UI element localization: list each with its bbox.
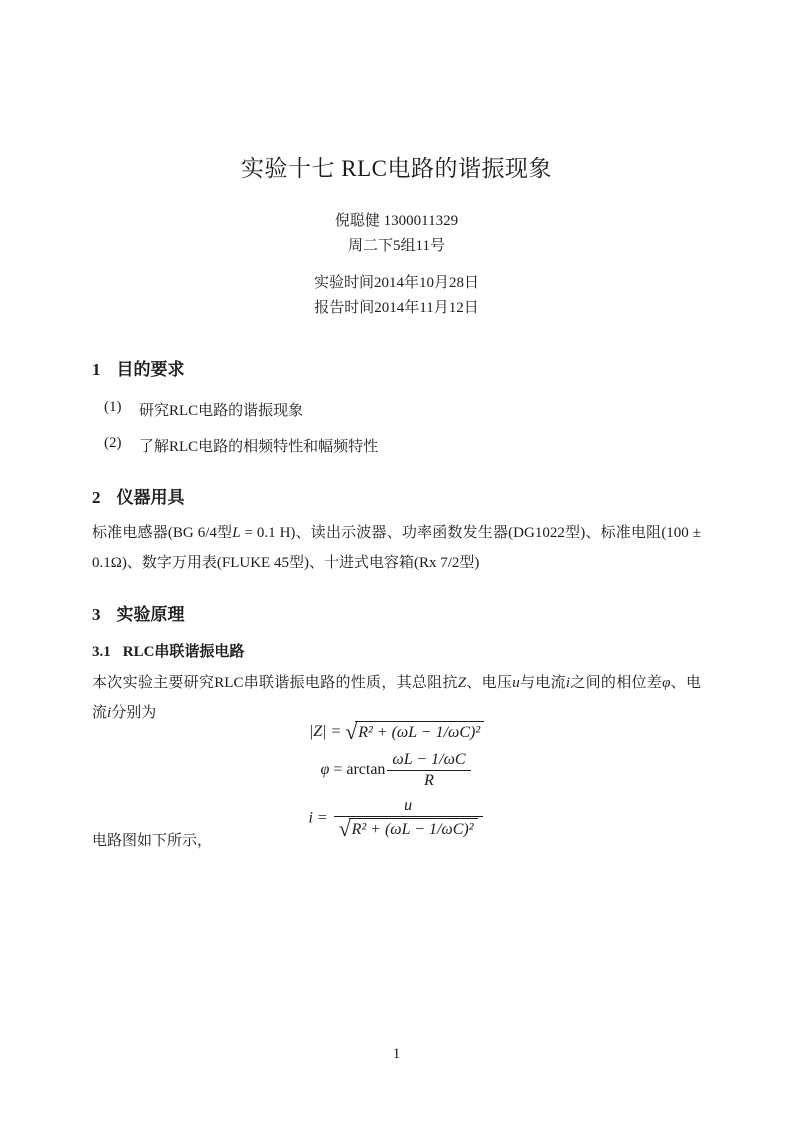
experiment-date-line: 实验时间2014年10月28日 (313, 275, 479, 291)
section-2-title: 仪器用具 (116, 488, 185, 507)
section-1-heading (92, 355, 701, 380)
section-1-number: 1 (92, 360, 101, 379)
subsection-3-1-number: 3.1 (92, 644, 111, 660)
objective-1-text: 研究RLC电路的谐振现象 (139, 403, 304, 419)
section-1-title: 目的要求 (116, 360, 185, 379)
formula-phase: φ = arctan $\frac{\omega L - 1/\omega C}{R}$ (0, 751, 793, 790)
principle-line-2: 流i分别为 (92, 705, 157, 721)
sqrt-radical: √ R² + (ωL − 1/ωC)² (345, 721, 484, 744)
report-date-line: 报告时间2014年11月12日 (314, 300, 479, 316)
apparatus-line-2: 0.1Ω)、数字万用表(FLUKE 45型)、十进式电容箱(Rx 7/2型) (92, 555, 480, 571)
symbol-L: L (232, 525, 241, 541)
principle-line-1: 本次实验主要研究RLC串联谐振电路的性质，其总阻抗Z、电压u与电流i之间的相位差φ、电 (92, 675, 701, 691)
formula-current: i = u √ R² + (ωL − 1/ωC)² (0, 797, 793, 841)
section-3-title: 实验原理 (116, 605, 185, 624)
group-line: 周二下5组11号 (348, 238, 445, 254)
objective-2-text: 了解RLC电路的相频特性和幅频特性 (139, 439, 379, 455)
equation-block (0, 714, 793, 847)
symbol-i: i (565, 675, 571, 691)
fraction: $\frac{\omega L - 1/\omega C}{R}$ (387, 751, 470, 790)
symbol-varphi: φ (320, 760, 330, 778)
apparatus-paragraph (92, 518, 701, 578)
arctan-label: arctan (346, 760, 386, 778)
document-title: 实验十七 RLC电路的谐振现象 (241, 156, 552, 181)
section-3-number: 3 (92, 605, 101, 624)
dates-block (0, 271, 793, 321)
fraction: u √ R² + (ωL − 1/ωC)² (334, 797, 483, 841)
subsection-3-1-title: RLC串联谐振电路 (122, 644, 245, 660)
objective-1-marker: (1) (104, 399, 122, 415)
objective-item-1 (92, 399, 701, 420)
circuit-note: 电路图如下所示， (92, 833, 213, 849)
section-2-heading (92, 483, 701, 508)
section-3-heading (92, 600, 701, 625)
page-number: 1 (392, 1046, 401, 1062)
author-line: 倪聪健 1300011329 (334, 213, 459, 229)
symbol-i: i (107, 705, 112, 721)
byline-block (0, 209, 793, 259)
symbol-Z: Z (457, 675, 467, 691)
symbol-u: u (512, 675, 520, 691)
objective-2-marker: (2) (104, 435, 122, 451)
symbol-phi: φ (662, 675, 671, 691)
objective-item-2 (92, 435, 701, 456)
sqrt-radical: √ R² + (ωL − 1/ωC)² (339, 818, 478, 841)
formula-impedance: |Z| = √ R² + (ωL − 1/ωC)² (0, 721, 793, 744)
apparatus-line-1: 标准电感器(BG 6/4型L = 0.1 H)、读出示波器、功率函数发生器(DG1022型)、标准电阻(100 ± (92, 525, 701, 541)
section-2-number: 2 (92, 488, 101, 507)
subsection-3-1-heading (92, 640, 701, 661)
